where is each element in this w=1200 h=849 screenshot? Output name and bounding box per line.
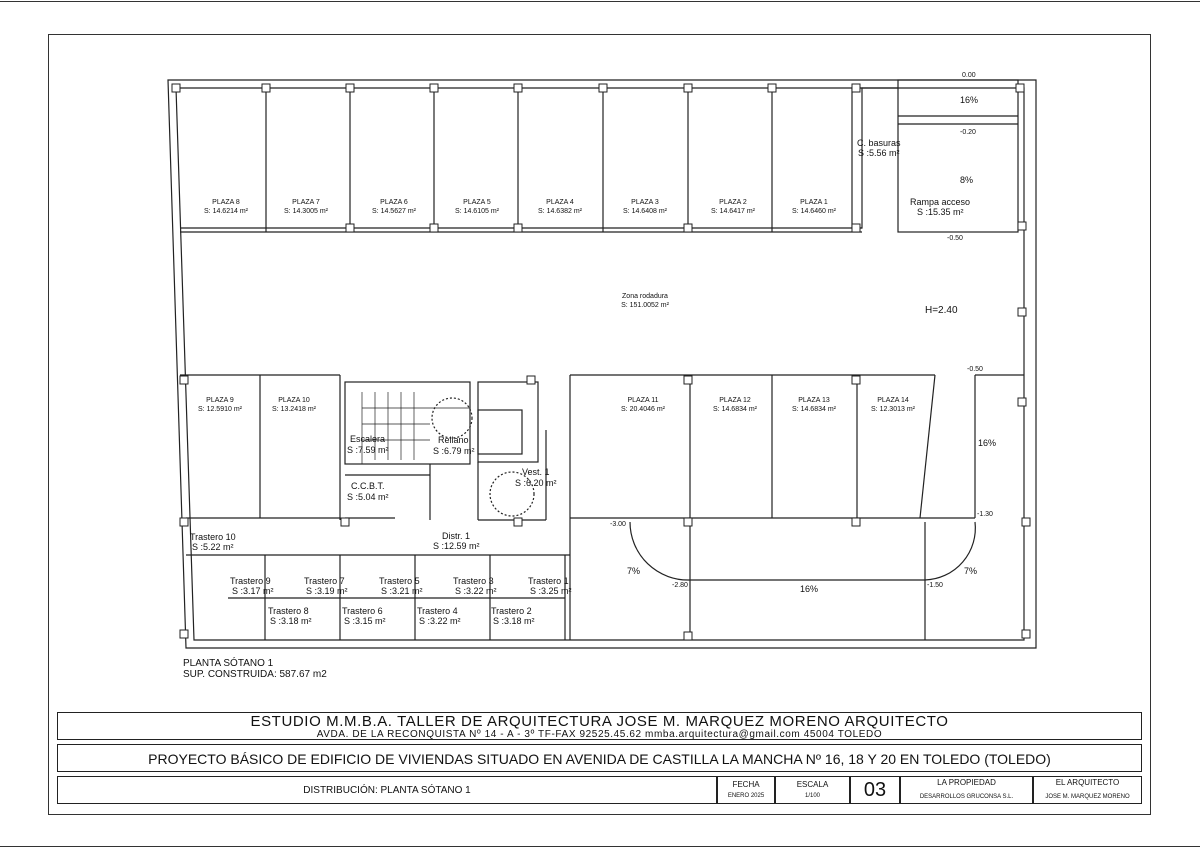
trastero-area: S :3.15 m²	[344, 616, 386, 626]
arquitecto-cell	[1033, 776, 1142, 804]
plaza-area: S: 20.4046 m²	[621, 406, 665, 413]
rampa-area: S :15.35 m²	[917, 207, 964, 217]
basuras-area: S :5.56 m²	[858, 148, 900, 158]
sheet-number: 03	[863, 779, 887, 801]
level-mark: -0.50	[967, 366, 983, 373]
level-mark: 0.00	[962, 72, 976, 79]
plaza-area: S: 14.6417 m²	[711, 208, 755, 215]
vest-area: S :6.20 m²	[515, 478, 557, 488]
plaza-name: PLAZA 11	[627, 397, 659, 404]
slope-mark: 16%	[960, 95, 979, 105]
trastero-name: Trastero 9	[230, 576, 271, 586]
plaza-name: PLAZA 2	[719, 199, 747, 206]
plaza-area: S: 12.3013 m²	[871, 406, 915, 413]
escalera-name: Escalera	[350, 434, 386, 444]
height-label: H=2.40	[925, 305, 958, 316]
plaza-area: S: 14.6382 m²	[538, 208, 582, 215]
trastero-area: S :3.22 m²	[419, 616, 461, 626]
arquitecto-label: EL ARQUITECTO	[1055, 778, 1120, 787]
plaza-name: PLAZA 3	[631, 199, 659, 206]
fecha-label: FECHA	[732, 780, 760, 789]
trastero-area: S :3.21 m²	[381, 586, 423, 596]
trastero-name: Trastero 10	[190, 532, 236, 542]
propiedad-label: LA PROPIEDAD	[937, 778, 996, 787]
plaza-name: PLAZA 13	[798, 397, 830, 404]
level-mark: -0.50	[947, 235, 963, 242]
trastero-name: Trastero 7	[304, 576, 345, 586]
propiedad-cell	[900, 776, 1033, 804]
plaza-area: S: 12.5910 m²	[198, 406, 242, 413]
plan-labels	[183, 72, 996, 680]
propiedad-value: DESARROLLOS GRUCONSA S.L.	[919, 794, 1014, 800]
rellano-name: Rellano	[438, 435, 469, 445]
escala-label: ESCALA	[796, 780, 829, 789]
trastero-area: S :3.17 m²	[232, 586, 274, 596]
trastero-area: S :3.25 m²	[530, 586, 572, 596]
plaza-area: S: 14.6214 m²	[204, 208, 248, 215]
title-block-studio	[57, 712, 1142, 740]
slope-mark: 16%	[978, 438, 997, 448]
plaza-name: PLAZA 1	[800, 199, 828, 206]
plaza-name: PLAZA 9	[206, 397, 234, 404]
building-walls	[168, 80, 1036, 648]
plaza-area: S: 14.6105 m²	[455, 208, 499, 215]
sheet-number-cell	[850, 776, 900, 804]
trastero-name: Trastero 8	[268, 606, 309, 616]
escala-cell	[775, 776, 850, 804]
distribution-title: DISTRIBUCIÓN: PLANTA SÓTANO 1	[303, 785, 471, 796]
project-title: PROYECTO BÁSICO DE EDIFICIO DE VIVIENDAS SITUADO EN AVENIDA DE CASTILLA LA MANCHA Nº 16, 18 Y 20 EN TOLEDO (TOLEDO)	[148, 751, 1051, 767]
plaza-area: S: 14.6460 m²	[792, 208, 836, 215]
rellano-area: S :6.79 m²	[433, 446, 475, 456]
plan-caption-title: PLANTA SÓTANO 1	[183, 658, 274, 669]
plan-caption-area: SUP. CONSTRUIDA: 587.67 m2	[183, 669, 327, 680]
fecha-value: ENERO 2025	[727, 793, 765, 799]
plaza-name: PLAZA 5	[463, 199, 491, 206]
studio-name: ESTUDIO M.M.B.A. TALLER DE ARQUITECTURA JOSE M. MARQUEZ MORENO ARQUITECTO	[250, 713, 949, 730]
distr-name: Distr. 1	[442, 531, 471, 541]
ccbt-name: C.C.B.T.	[351, 481, 385, 491]
trastero-area: S :3.22 m²	[455, 586, 497, 596]
trastero-name: Trastero 2	[491, 606, 532, 616]
plaza-name: PLAZA 14	[877, 397, 909, 404]
distr-area: S :12.59 m²	[433, 541, 480, 551]
plaza-name: PLAZA 4	[546, 199, 574, 206]
zona-name: Zona rodadura	[622, 293, 668, 300]
structural-columns	[172, 84, 1030, 640]
trastero-name: Trastero 1	[528, 576, 569, 586]
slope-mark: 7%	[964, 566, 978, 576]
trastero-name: Trastero 4	[417, 606, 458, 616]
fecha-cell	[717, 776, 775, 804]
trastero-name: Trastero 3	[453, 576, 494, 586]
ccbt-area: S :5.04 m²	[347, 492, 389, 502]
plaza-name: PLAZA 8	[212, 199, 240, 206]
basuras-name: C. basuras	[857, 138, 901, 148]
escalera-area: S :7.59 m²	[347, 445, 389, 455]
plaza-area: S: 14.3005 m²	[284, 208, 328, 215]
plaza-name: PLAZA 6	[380, 199, 408, 206]
trastero-area: S :3.18 m²	[270, 616, 312, 626]
rampa-name: Rampa acceso	[910, 197, 971, 207]
plaza-area: S: 13.2418 m²	[272, 406, 316, 413]
level-mark: -3.00	[610, 521, 626, 528]
title-block-project	[57, 744, 1142, 772]
trastero-name: Trastero 6	[342, 606, 383, 616]
level-mark: -2.80	[672, 582, 688, 589]
slope-mark: 16%	[800, 584, 819, 594]
plaza-area: S: 14.6408 m²	[623, 208, 667, 215]
plaza-area: S: 14.6834 m²	[792, 406, 836, 413]
trastero-area: S :3.19 m²	[306, 586, 348, 596]
arquitecto-value: JOSE M. MARQUEZ MORENO	[1045, 794, 1130, 800]
trastero-area: S :3.18 m²	[493, 616, 535, 626]
plaza-name: PLAZA 12	[719, 397, 751, 404]
zona-area: S: 151.0052 m²	[621, 302, 669, 309]
title-block-distribution	[57, 776, 717, 804]
vest-name: Vest. 1	[522, 467, 550, 477]
plaza-area: S: 14.6834 m²	[713, 406, 757, 413]
plaza-name: PLAZA 7	[292, 199, 320, 206]
studio-address: AVDA. DE LA RECONQUISTA Nº 14 - A - 3º TF-FAX 92525.45.62 mmba.arquitectura@gmail.com 45004 TOLEDO	[316, 729, 883, 740]
slope-mark: 7%	[627, 566, 641, 576]
level-mark: -0.20	[960, 129, 976, 136]
slope-mark: 8%	[960, 175, 974, 185]
escala-value: 1/100	[804, 793, 820, 799]
plaza-name: PLAZA 10	[278, 397, 310, 404]
trastero-name: Trastero 5	[379, 576, 420, 586]
plaza-area: S: 14.5627 m²	[372, 208, 416, 215]
level-mark: -1.50	[927, 582, 943, 589]
level-mark: -1.30	[977, 511, 993, 518]
trastero-area: S :5.22 m²	[192, 542, 234, 552]
